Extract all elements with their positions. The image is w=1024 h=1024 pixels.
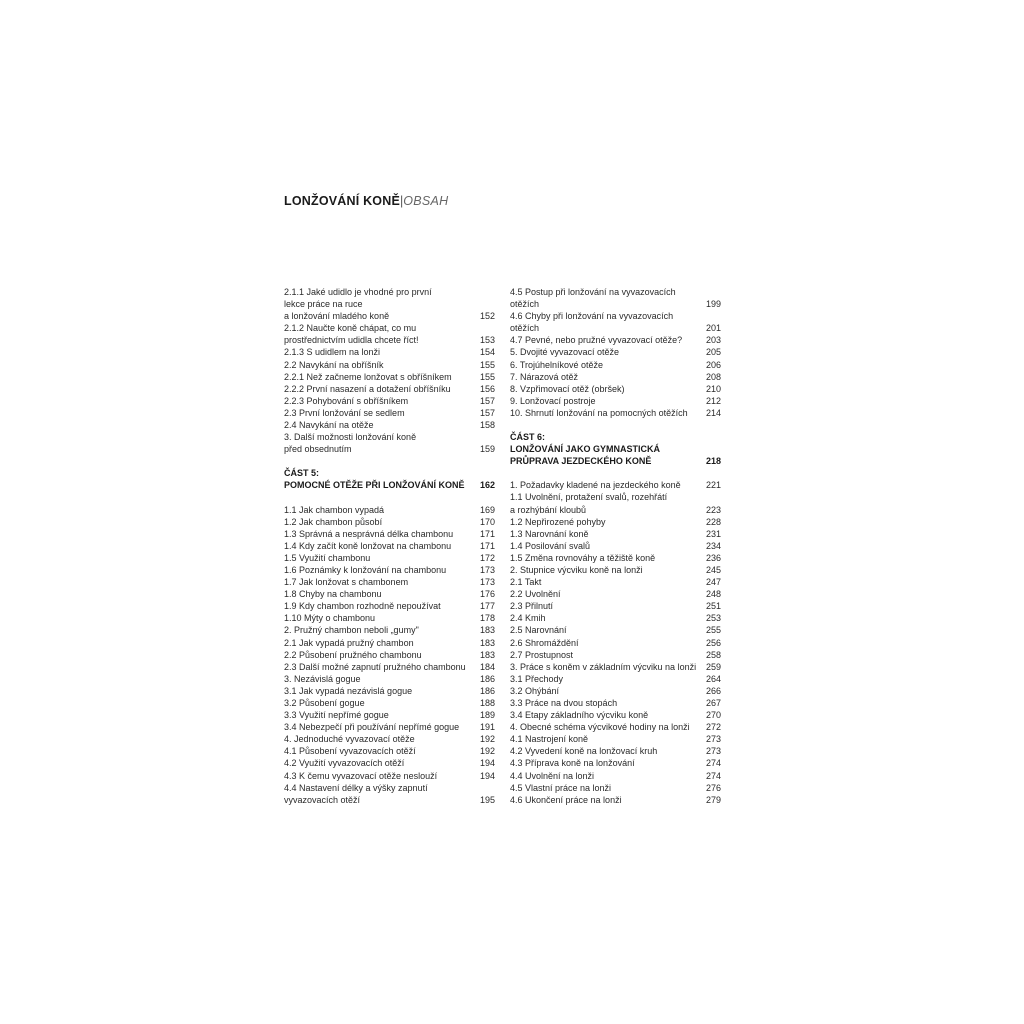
toc-entry-title: 4.2 Využití vyvazovacích otěží bbox=[284, 758, 405, 769]
toc-entry-page: 206 bbox=[705, 359, 721, 370]
toc-entry-page: 214 bbox=[705, 407, 721, 418]
toc-entry-title: 2.4 Kmih bbox=[510, 613, 546, 624]
toc-entry bbox=[510, 359, 721, 371]
section-subtitle: OBSAH bbox=[403, 194, 449, 208]
toc-entry bbox=[510, 479, 721, 491]
toc-entry-title: 4.3 Příprava koně na lonžování bbox=[510, 758, 635, 769]
toc-entry-title: 1.8 Chyby na chambonu bbox=[284, 589, 382, 600]
toc-column-right bbox=[510, 286, 721, 806]
toc-entry-title: 2.5 Narovnání bbox=[510, 625, 567, 636]
toc-entry-page: 195 bbox=[479, 794, 495, 805]
toc-entry-title: 1.2 Jak chambon působí bbox=[284, 516, 383, 527]
toc-entry bbox=[284, 286, 495, 298]
toc-entry-page: 155 bbox=[479, 359, 495, 370]
toc-entry bbox=[284, 310, 495, 322]
toc-entry-page: 274 bbox=[705, 770, 721, 781]
toc-entry-title: LONŽOVÁNÍ JAKO GYMNASTICKÁ bbox=[510, 444, 661, 455]
toc-entry-page: 212 bbox=[705, 395, 721, 406]
toc-entry-page: 272 bbox=[705, 722, 721, 733]
toc-entry-page: 199 bbox=[705, 299, 721, 310]
toc-entry bbox=[510, 757, 721, 769]
toc-entry-title: 1.3 Správná a nesprávná délka chambonu bbox=[284, 528, 454, 539]
toc-entry bbox=[510, 649, 721, 661]
toc-entry-page: 156 bbox=[479, 383, 495, 394]
toc-entry-page: 218 bbox=[705, 456, 721, 467]
toc-entry-page: 201 bbox=[705, 323, 721, 334]
toc-entry bbox=[284, 395, 495, 407]
toc-entry-page: 253 bbox=[705, 613, 721, 624]
toc-entry-title: 2.6 Shromáždění bbox=[510, 637, 579, 648]
toc-entry bbox=[510, 395, 721, 407]
toc-entry-title: 3.2 Ohýbání bbox=[510, 685, 560, 696]
toc-entry-page: 157 bbox=[479, 395, 495, 406]
header-separator: | bbox=[400, 194, 404, 208]
toc-entry-page: 258 bbox=[705, 649, 721, 660]
toc-entry-title: 1.6 Poznámky k lonžování na chambonu bbox=[284, 564, 447, 575]
toc-entry-page: 234 bbox=[705, 540, 721, 551]
toc-entry-title: 4.7 Pevné, nebo pružné vyvazovací otěže? bbox=[510, 335, 683, 346]
toc-entry-title: 2. Stupnice výcviku koně na lonži bbox=[510, 564, 643, 575]
toc-entry-page: 157 bbox=[479, 407, 495, 418]
toc-entry bbox=[510, 564, 721, 576]
toc-entry-title: otěžích bbox=[510, 323, 540, 334]
toc-part-heading bbox=[284, 479, 495, 491]
toc-entry bbox=[510, 673, 721, 685]
toc-entry-title: 4.1 Působení vyvazovacích otěží bbox=[284, 746, 416, 757]
toc-entry-page: 248 bbox=[705, 589, 721, 600]
toc-entry bbox=[510, 371, 721, 383]
toc-entry bbox=[284, 637, 495, 649]
toc-entry-title: 1.1 Jak chambon vypadá bbox=[284, 504, 385, 515]
toc-entry-page: 159 bbox=[479, 444, 495, 455]
toc-entry-title: 7. Nárazová otěž bbox=[510, 371, 579, 382]
toc-entry bbox=[510, 504, 721, 516]
toc-entry bbox=[510, 322, 721, 334]
toc-entry-page: 259 bbox=[705, 661, 721, 672]
toc-entry-title: 4.3 K čemu vyvazovací otěže neslouží bbox=[284, 770, 438, 781]
toc-entry bbox=[284, 697, 495, 709]
toc-entry bbox=[510, 685, 721, 697]
toc-entry-title: 4.5 Vlastní práce na lonži bbox=[510, 782, 612, 793]
toc-entry bbox=[510, 661, 721, 673]
toc-entry bbox=[510, 624, 721, 636]
toc-entry bbox=[510, 733, 721, 745]
toc-entry-page: 194 bbox=[479, 770, 495, 781]
toc-spacer bbox=[510, 467, 721, 479]
toc-entry-title: 2.1.1 Jaké udidlo je vhodné pro první bbox=[284, 287, 432, 297]
toc-entry bbox=[284, 346, 495, 358]
toc-entry bbox=[284, 733, 495, 745]
book-title: LONŽOVÁNÍ KONĚ bbox=[284, 194, 400, 208]
toc-entry-title: 1.5 Změna rovnováhy a těžiště koně bbox=[510, 552, 656, 563]
toc-entry-page: 173 bbox=[479, 577, 495, 588]
toc-spacer bbox=[284, 492, 495, 504]
toc-entry-page: 155 bbox=[479, 371, 495, 382]
toc-entry bbox=[510, 588, 721, 600]
toc-entry-title: 1.4 Posilování svalů bbox=[510, 540, 591, 551]
toc-entry bbox=[284, 419, 495, 431]
toc-entry bbox=[510, 491, 721, 503]
toc-entry bbox=[284, 334, 495, 346]
toc-entry-title: 2.7 Prostupnost bbox=[510, 649, 574, 660]
toc-entry-title: 1.5 Využití chambonu bbox=[284, 552, 371, 563]
toc-entry-title: 1.9 Kdy chambon rozhodně nepoužívat bbox=[284, 601, 441, 612]
toc-part-heading bbox=[510, 431, 721, 443]
toc-entry-title: 2.3 Další možné zapnutí pružného chambonu bbox=[284, 661, 466, 672]
toc-entry bbox=[510, 298, 721, 310]
toc-entry-title: 2.4 Navykání na otěže bbox=[284, 420, 374, 431]
toc-entry bbox=[284, 745, 495, 757]
toc-entry-title: 3. Práce s koněm v základním výcviku na lonži bbox=[510, 661, 697, 672]
toc-entry-title: ČÁST 6: bbox=[510, 432, 546, 443]
toc-entry-page: 205 bbox=[705, 347, 721, 358]
toc-entry-title: 2.1.2 Naučte koně chápat, co mu bbox=[284, 323, 417, 334]
toc-entry-page: 172 bbox=[479, 552, 495, 563]
toc-entry-title: lekce práce na ruce bbox=[284, 299, 363, 310]
toc-entry-title: 2.2 Působení pružného chambonu bbox=[284, 649, 422, 660]
toc-entry bbox=[284, 528, 495, 540]
toc-entry bbox=[510, 709, 721, 721]
toc-entry bbox=[284, 407, 495, 419]
toc-entry-title: otěžích bbox=[510, 299, 540, 310]
toc-entry-title: 3.3 Práce na dvou stopách bbox=[510, 698, 618, 708]
toc-entry-page: 264 bbox=[705, 673, 721, 684]
toc-entry-title: 2.1.3 S udidlem na lonži bbox=[284, 347, 381, 358]
toc-entry-title: 3.3 Využití nepřímé gogue bbox=[284, 710, 389, 721]
toc-entry bbox=[284, 649, 495, 661]
toc-entry-page: 152 bbox=[479, 311, 495, 322]
toc-entry-page: 273 bbox=[705, 746, 721, 757]
toc-entry bbox=[510, 286, 721, 298]
toc-entry bbox=[510, 407, 721, 419]
toc-entry-title: 1. Požadavky kladené na jezdeckého koně bbox=[510, 480, 681, 491]
toc-entry-page: 171 bbox=[479, 540, 495, 551]
toc-entry-title: PRŮPRAVA JEZDECKÉHO KONĚ bbox=[510, 456, 652, 467]
toc-entry bbox=[510, 334, 721, 346]
toc-entry-title: 4.2 Vyvedení koně na lonžovací kruh bbox=[510, 746, 658, 757]
toc-entry-title: 4.4 Nastavení délky a výšky zapnutí bbox=[284, 782, 428, 793]
toc-entry-title: 2.2.2 První nasazení a dotažení obříšníku bbox=[284, 383, 451, 394]
toc-entry-page: 223 bbox=[705, 504, 721, 515]
toc-entry bbox=[284, 588, 495, 600]
toc-entry-page: 192 bbox=[479, 746, 495, 757]
toc-entry-page: 247 bbox=[705, 577, 721, 588]
toc-entry-page: 154 bbox=[479, 347, 495, 358]
toc-entry bbox=[284, 612, 495, 624]
toc-entry-title: 3.1 Přechody bbox=[510, 673, 564, 684]
toc-entry bbox=[284, 371, 495, 383]
toc-entry bbox=[510, 637, 721, 649]
toc-entry-title: 9. Lonžovací postroje bbox=[510, 395, 596, 406]
toc-entry-page: 192 bbox=[479, 734, 495, 745]
toc-entry-page: 276 bbox=[705, 782, 721, 793]
toc-entry bbox=[284, 322, 495, 334]
toc-entry-title: 1.3 Narovnání koně bbox=[510, 528, 589, 539]
toc-entry-page: 177 bbox=[479, 601, 495, 612]
toc-entry bbox=[284, 552, 495, 564]
toc-entry bbox=[510, 552, 721, 564]
toc-entry-page: 183 bbox=[479, 649, 495, 660]
page-header bbox=[284, 194, 449, 208]
toc-entry-title: 2.3 První lonžování se sedlem bbox=[284, 407, 405, 418]
toc-entry bbox=[510, 770, 721, 782]
toc-entry-title: 8. Vzpřimovací otěž (obršek) bbox=[510, 383, 625, 394]
toc-part-heading bbox=[510, 443, 721, 455]
toc-entry bbox=[510, 794, 721, 806]
toc-entry bbox=[510, 383, 721, 395]
toc-entry-title: 6. Trojúhelníkové otěže bbox=[510, 359, 604, 370]
toc-entry-page: 228 bbox=[705, 516, 721, 527]
toc-entry-page: 188 bbox=[479, 698, 495, 708]
toc-entry bbox=[284, 661, 495, 673]
toc-entry-title: 1.2 Nepřirozené pohyby bbox=[510, 516, 606, 527]
toc-spacer bbox=[510, 419, 721, 431]
toc-entry-page: 236 bbox=[705, 552, 721, 563]
toc-entry bbox=[510, 697, 721, 709]
toc-entry bbox=[510, 528, 721, 540]
toc-entry bbox=[510, 782, 721, 794]
toc-entry-page: 170 bbox=[479, 516, 495, 527]
toc-entry-title: 3.1 Jak vypadá nezávislá gogue bbox=[284, 685, 413, 696]
toc-entry-title: 3.2 Působení gogue bbox=[284, 698, 365, 708]
toc-entry bbox=[284, 685, 495, 697]
toc-entry bbox=[284, 540, 495, 552]
toc-part-heading bbox=[510, 455, 721, 467]
toc-entry-title: POMOCNÉ OTĚŽE PŘI LONŽOVÁNÍ KONĚ bbox=[284, 480, 465, 491]
toc-entry bbox=[284, 383, 495, 395]
toc-entry-page: 267 bbox=[705, 698, 721, 708]
toc-entry-page: 184 bbox=[479, 661, 495, 672]
toc-entry-title: 4.1 Nastrojení koně bbox=[510, 734, 589, 745]
toc-entry bbox=[510, 600, 721, 612]
toc-entry-page: 162 bbox=[479, 480, 495, 491]
toc-entry-title: 3. Další možnosti lonžování koně bbox=[284, 432, 417, 443]
toc-entry-page: 203 bbox=[705, 335, 721, 346]
toc-entry-title: a lonžování mladého koně bbox=[284, 311, 390, 322]
toc-entry bbox=[510, 516, 721, 528]
toc-entry bbox=[284, 504, 495, 516]
toc-entry-title: 2.2 Uvolnění bbox=[510, 589, 561, 600]
toc-entry-page: 189 bbox=[479, 710, 495, 721]
toc-entry-page: 245 bbox=[705, 564, 721, 575]
toc-entry bbox=[284, 431, 495, 443]
toc-entry bbox=[284, 709, 495, 721]
toc-entry-page: 279 bbox=[705, 794, 721, 805]
toc-entry bbox=[284, 624, 495, 636]
toc-entry-page: 231 bbox=[705, 528, 721, 539]
toc-entry bbox=[284, 359, 495, 371]
toc-entry-title: 3. Nezávislá gogue bbox=[284, 673, 361, 684]
toc-entry-page: 186 bbox=[479, 673, 495, 684]
toc-entry-title: před obsednutím bbox=[284, 444, 352, 455]
toc-entry-page: 173 bbox=[479, 564, 495, 575]
toc-entry-title: 10. Shrnutí lonžování na pomocných otěžích bbox=[510, 407, 688, 418]
toc-entry bbox=[284, 770, 495, 782]
toc-entry-page: 256 bbox=[705, 637, 721, 648]
toc-entry-page: 208 bbox=[705, 371, 721, 382]
toc-entry bbox=[284, 443, 495, 455]
toc-entry bbox=[284, 298, 495, 310]
toc-entry-page: 183 bbox=[479, 625, 495, 636]
toc-entry bbox=[284, 564, 495, 576]
toc-entry bbox=[510, 612, 721, 624]
toc-entry bbox=[284, 757, 495, 769]
toc-entry-title: vyvazovacích otěží bbox=[284, 794, 361, 805]
toc-entry bbox=[510, 346, 721, 358]
toc-entry-page: 153 bbox=[479, 335, 495, 346]
toc-entry-page: 210 bbox=[705, 383, 721, 394]
toc-entry-page: 171 bbox=[479, 528, 495, 539]
toc-entry bbox=[284, 673, 495, 685]
toc-entry-page: 191 bbox=[479, 722, 495, 733]
toc-entry-title: 2.1 Jak vypadá pružný chambon bbox=[284, 637, 414, 648]
toc-entry-title: 2.3 Přilnutí bbox=[510, 601, 554, 612]
toc-spacer bbox=[284, 455, 495, 467]
toc-entry-page: 158 bbox=[479, 420, 495, 431]
toc-entry-title: 4.5 Postup při lonžování na vyvazovacích bbox=[510, 287, 676, 297]
toc-entry bbox=[284, 794, 495, 806]
toc-entry-page: 221 bbox=[705, 480, 721, 491]
toc-entry-page: 251 bbox=[705, 601, 721, 612]
toc-entry-title: 4.6 Ukončení práce na lonži bbox=[510, 794, 622, 805]
toc-part-heading bbox=[284, 467, 495, 479]
toc-entry-title: 5. Dvojité vyvazovací otěže bbox=[510, 347, 620, 358]
toc-entry bbox=[284, 516, 495, 528]
toc-entry-title: ČÁST 5: bbox=[284, 468, 320, 479]
toc-entry-title: 1.4 Kdy začít koně lonžovat na chambonu bbox=[284, 540, 452, 551]
toc-entry bbox=[284, 782, 495, 794]
toc-entry-page: 183 bbox=[479, 637, 495, 648]
toc-entry-title: prostřednictvím udidla chcete říct! bbox=[284, 335, 419, 346]
toc-entry-title: a rozhýbání kloubů bbox=[510, 504, 587, 515]
toc-entry-title: 4.4 Uvolnění na lonži bbox=[510, 770, 595, 781]
toc-entry bbox=[510, 576, 721, 588]
toc-entry-title: 3.4 Nebezpečí při používání nepřímé gogue bbox=[284, 722, 460, 733]
toc-entry-title: 2.2.1 Než začneme lonžovat s obříšníkem bbox=[284, 371, 452, 382]
toc-entry-title: 4. Obecné schéma výcvikové hodiny na lonži bbox=[510, 722, 690, 733]
toc-entry-page: 176 bbox=[479, 589, 495, 600]
toc-entry-page: 186 bbox=[479, 685, 495, 696]
toc-entry-page: 274 bbox=[705, 758, 721, 769]
toc-entry-title: 2.2.3 Pohybování s obříšníkem bbox=[284, 395, 409, 406]
toc-entry bbox=[284, 576, 495, 588]
toc-column-left bbox=[284, 286, 495, 806]
toc-entry-page: 266 bbox=[705, 685, 721, 696]
toc-entry-title: 4. Jednoduché vyvazovací otěže bbox=[284, 734, 415, 745]
toc-entry-page: 273 bbox=[705, 734, 721, 745]
toc-entry-page: 178 bbox=[479, 613, 495, 624]
toc-entry-title: 1.7 Jak lonžovat s chambonem bbox=[284, 577, 409, 588]
toc-entry-page: 169 bbox=[479, 504, 495, 515]
toc-entry bbox=[510, 745, 721, 757]
toc-entry-page: 270 bbox=[705, 710, 721, 721]
toc-entry bbox=[510, 540, 721, 552]
toc-entry-title: 4.6 Chyby při lonžování na vyvazovacích bbox=[510, 311, 674, 322]
toc-entry bbox=[284, 721, 495, 733]
toc-entry-title: 3.4 Etapy základního výcviku koně bbox=[510, 710, 649, 721]
toc-entry-page: 194 bbox=[479, 758, 495, 769]
toc-entry bbox=[284, 600, 495, 612]
toc-entry-page: 255 bbox=[705, 625, 721, 636]
toc-entry bbox=[510, 721, 721, 733]
toc-entry-title: 2.2 Navykání na obříšník bbox=[284, 359, 384, 370]
toc-entry-title: 2. Pružný chambon neboli „gumy" bbox=[284, 625, 419, 636]
toc-entry bbox=[510, 310, 721, 322]
toc-entry-title: 2.1 Takt bbox=[510, 577, 542, 588]
toc-entry-title: 1.10 Mýty o chambonu bbox=[284, 613, 376, 624]
toc-entry-title: 1.1 Uvolnění, protažení svalů, rozehřátí bbox=[510, 492, 668, 503]
